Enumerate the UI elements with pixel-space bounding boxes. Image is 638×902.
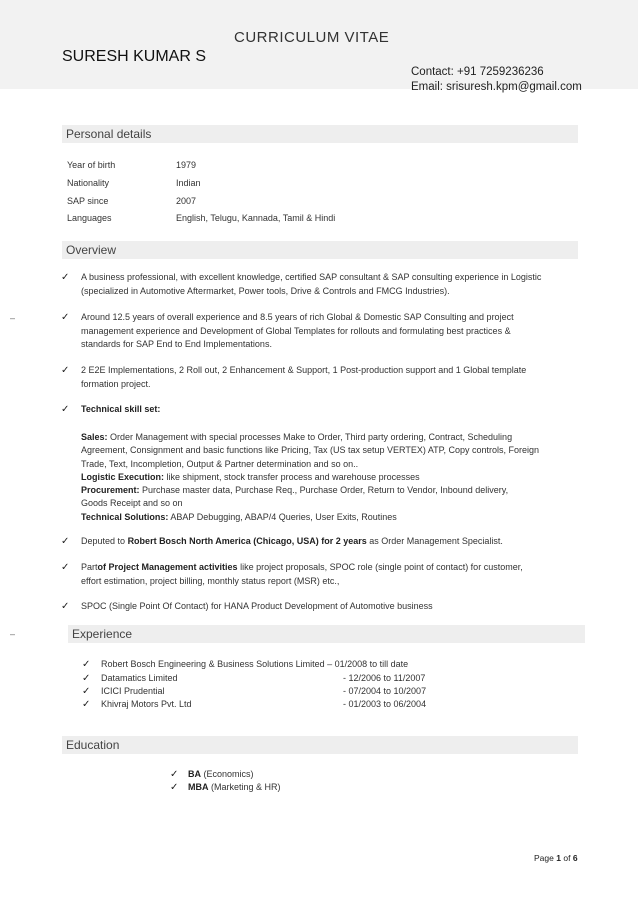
education-degree: BA [188, 769, 201, 779]
margin-dash: – [10, 629, 16, 639]
overview-text: 2 E2E Implementations, 2 Roll out, 2 Enhancement & Support, 1 Post-production support and 1 Global template [81, 365, 527, 375]
checkmark-icon: ✓ [61, 536, 70, 547]
overview-text: Around 12.5 years of overall experience and 8.5 years of rich Global & Domestic SAP Consulting and project [81, 312, 514, 322]
technical-text: ABAP Debugging, ABAP/4 Queries, User Exits, Routines [170, 511, 397, 522]
technical-skills-heading: Technical skill set: [81, 404, 161, 414]
experience-dates: - 07/2004 to 10/2007 [343, 686, 427, 696]
checkmark-icon: ✓ [170, 769, 179, 780]
section-personal-details: Personal details [62, 125, 578, 143]
experience-item [82, 673, 178, 684]
contact-block [411, 65, 582, 95]
checkmark-icon: ✓ [61, 404, 70, 415]
experience-dates: - 12/2006 to 11/2007 [343, 673, 426, 683]
pd-label: Nationality [67, 178, 110, 188]
education-detail: (Marketing & HR) [211, 782, 281, 792]
overview-text: (specialized in Automotive Aftermarket, Power tools, Drive & Controls and FMCG Industries). [81, 285, 450, 296]
checkmark-icon: ✓ [61, 312, 70, 323]
sales-text: Agreement, Consignment and basic functions like Pricing, Tax (US tax setup VERTEX) ATP, Copy controls, Foreign [81, 445, 540, 456]
section-education: Education [62, 736, 578, 754]
contact-email: Email: srisuresh.kpm@gmail.com [411, 81, 582, 93]
overview-bullet [61, 600, 433, 614]
overview-text: formation project. [81, 378, 151, 389]
education-detail: (Economics) [203, 769, 254, 779]
checkmark-icon: ✓ [61, 562, 70, 573]
page-label: Page [534, 853, 554, 863]
candidate-name: SURESH KUMAR S [62, 48, 207, 65]
checkmark-icon: ✓ [170, 782, 179, 793]
pd-value: Indian [176, 178, 201, 188]
pd-row [67, 213, 335, 223]
pd-row [67, 160, 196, 170]
checkmark-icon: ✓ [82, 659, 91, 670]
pd-label: Languages [67, 213, 112, 223]
checkmark-icon: ✓ [61, 365, 70, 376]
overview-bullet [61, 271, 542, 298]
overview-bullet [61, 535, 503, 549]
experience-item [82, 699, 192, 710]
page-of: of [563, 853, 571, 863]
pd-value: 1979 [176, 160, 197, 170]
pd-value: 2007 [176, 196, 197, 206]
overview-text: like project proposals, SPOC role (single point of contact) for customer, [240, 562, 523, 572]
checkmark-icon: ✓ [61, 272, 70, 283]
checkmark-icon: ✓ [82, 686, 91, 697]
sales-label: Sales: [81, 432, 108, 442]
total-pages: 6 [572, 853, 578, 863]
experience-company: Datamatics Limited [101, 673, 178, 683]
logistics-label: Logistic Execution: [81, 471, 165, 482]
checkmark-icon: ✓ [82, 673, 91, 684]
current-page: 1 [556, 853, 561, 863]
overview-text: as Order Management Specialist. [369, 536, 503, 546]
experience-item [82, 659, 409, 670]
pd-label: Year of birth [67, 160, 116, 170]
technical-label: Technical Solutions: [81, 511, 169, 522]
overview-bullet [61, 561, 523, 588]
overview-bold: of Project Management activities [97, 562, 238, 572]
checkmark-icon: ✓ [82, 699, 91, 710]
pd-row [67, 196, 196, 206]
overview-bullet [61, 403, 161, 417]
procurement-text: Goods Receipt and so on [81, 498, 183, 509]
overview-bold: Robert Bosch North America (Chicago, USA) for 2 years [127, 536, 367, 546]
overview-text: A business professional, with excellent knowledge, certified SAP consultant & SAP consulting experience in Logistic [81, 272, 542, 282]
pd-label: SAP since [67, 196, 109, 206]
experience-company: Robert Bosch Engineering & Business Solutions Limited – 01/2008 to till date [101, 659, 409, 669]
overview-text: Deputed to [81, 536, 126, 546]
overview-text: SPOC (Single Point Of Contact) for HANA Product Development of Automotive business [81, 601, 433, 611]
sales-text: Trade, Text, Incompletion, Output & Partner determination and so on.. [81, 458, 359, 469]
education-item [170, 782, 281, 793]
education-item [170, 769, 254, 780]
procurement-label: Procurement: [81, 485, 140, 496]
contact-phone: Contact: +91 7259236236 [411, 66, 544, 78]
overview-bullet [61, 364, 527, 391]
pd-row [67, 178, 201, 188]
pd-value: English, Telugu, Kannada, Tamil & Hindi [176, 213, 336, 223]
overview-bullet [61, 311, 514, 352]
education-degree: MBA [188, 782, 209, 792]
margin-dash: – [10, 313, 16, 323]
experience-dates: - 01/2003 to 06/2004 [343, 699, 427, 709]
page-number [534, 853, 578, 863]
section-experience: Experience [68, 625, 585, 643]
experience-item [82, 686, 165, 697]
section-overview: Overview [62, 241, 578, 259]
cv-title: CURRICULUM VITAE [234, 29, 390, 46]
checkmark-icon: ✓ [61, 601, 70, 612]
technical-skills-block [81, 431, 581, 524]
overview-text: effort estimation, project billing, monthly status report (MSR) etc., [81, 575, 340, 586]
logistics-text: like shipment, stock transfer process and warehouse processes [166, 471, 420, 482]
overview-text: standards for SAP End to End Implementations. [81, 339, 272, 349]
experience-company: Khivraj Motors Pvt. Ltd [101, 699, 192, 709]
experience-company: ICICI Prudential [101, 686, 165, 696]
overview-text: management experience and Development of Global Templates for rollouts and formulating best practices & [81, 325, 511, 336]
sales-text: Order Management with special processes Make to Order, Third party ordering, Contract, Scheduling [110, 432, 513, 442]
procurement-text: Purchase master data, Purchase Req., Purchase Order, Return to Vendor, Inbound delivery, [142, 485, 509, 496]
overview-text: Part [81, 562, 98, 572]
